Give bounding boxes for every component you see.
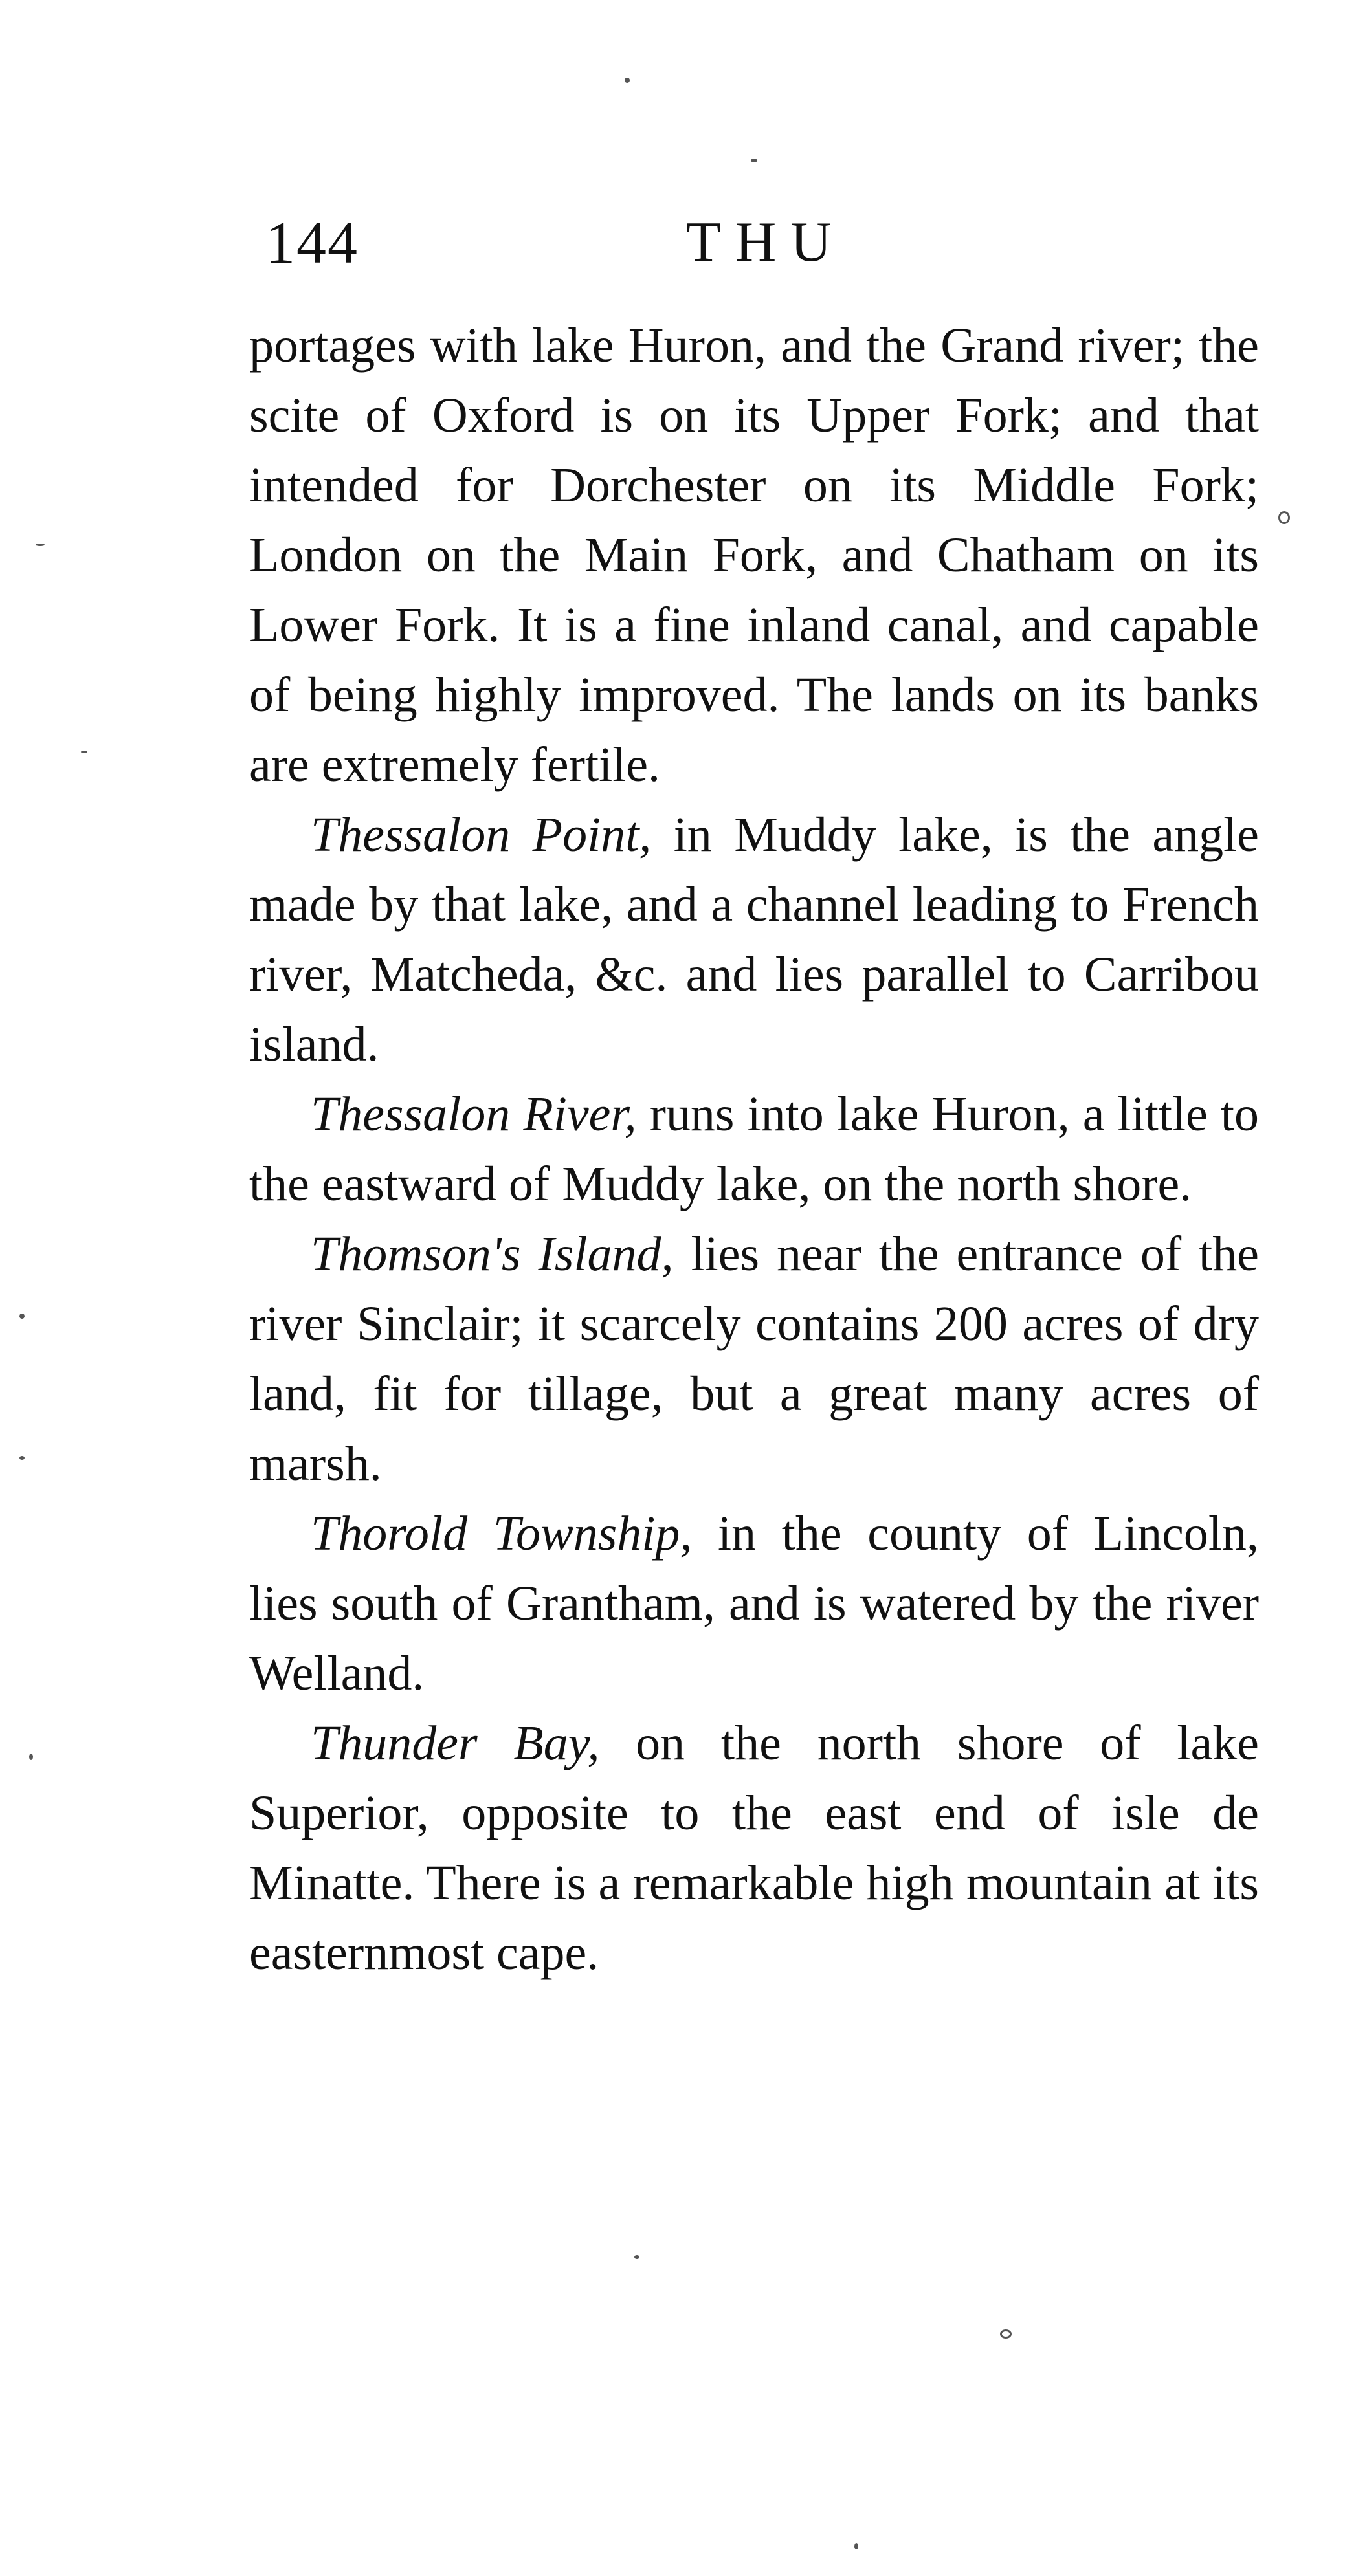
entry-term: Thessalon Point, (311, 808, 652, 862)
entry-text: in Muddy lake, is the angle made by that lake, and a channel leading to French river, Matcheda, &c. and lies parallel to Carribou island. (249, 808, 1260, 1072)
scan-speck (854, 2543, 858, 2549)
entry-text: in the county of Lincoln, lies south of Grantham, and is watered by the river Welland. (249, 1506, 1260, 1701)
entry-text: on the north shore of lake Superior, opposite to the east end of isle de Minatte. There is a remarkable high mountain at its easternmost cape. (249, 1716, 1259, 1980)
entry-term: Thomson's Island, (311, 1227, 674, 1281)
continuation-paragraph: portages with lake Huron, and the Grand river; the scite of Oxford is on its Upper Fork; and that intended for Dorchester on its Middle Fork; London on the Main Fork, and Chatham on its Lower Fork. It is a fine inland canal, and capable of being highly improved. The lands on its banks are extremely fertile. (249, 318, 1259, 792)
scan-speck (634, 2255, 639, 2259)
gazetteer-entry (249, 1499, 1259, 1708)
gazetteer-entry (249, 800, 1259, 1079)
scan-speck (751, 159, 757, 162)
scan-speck (19, 1314, 25, 1319)
gazetteer-entry (249, 1219, 1259, 1499)
page-number: 144 (265, 210, 359, 276)
scan-speck (1000, 2329, 1012, 2339)
entry-term: Thorold Township, (311, 1506, 693, 1561)
scan-speck (625, 78, 630, 83)
entry-term: Thunder Bay, (311, 1716, 600, 1770)
entry-text: lies near the entrance of the river Sinclair; it scarcely contains 200 acres of dry land, fit for tillage, but a great many acres of marsh. (249, 1227, 1260, 1491)
gazetteer-entry (249, 1708, 1259, 1988)
scan-speck (36, 544, 45, 546)
scan-speck (1278, 511, 1290, 524)
entry-text: runs into lake Huron, a little to the eastward of Muddy lake, on the north shore. (249, 1087, 1259, 1211)
scan-speck (29, 1754, 33, 1760)
entry-term: Thessalon River, (311, 1087, 637, 1141)
scan-speck (19, 1456, 25, 1460)
body-text (249, 311, 1259, 1988)
scan-speck (81, 751, 87, 753)
page-header (259, 207, 1269, 291)
gazetteer-entry (249, 1079, 1259, 1219)
running-head: THU (686, 211, 846, 274)
